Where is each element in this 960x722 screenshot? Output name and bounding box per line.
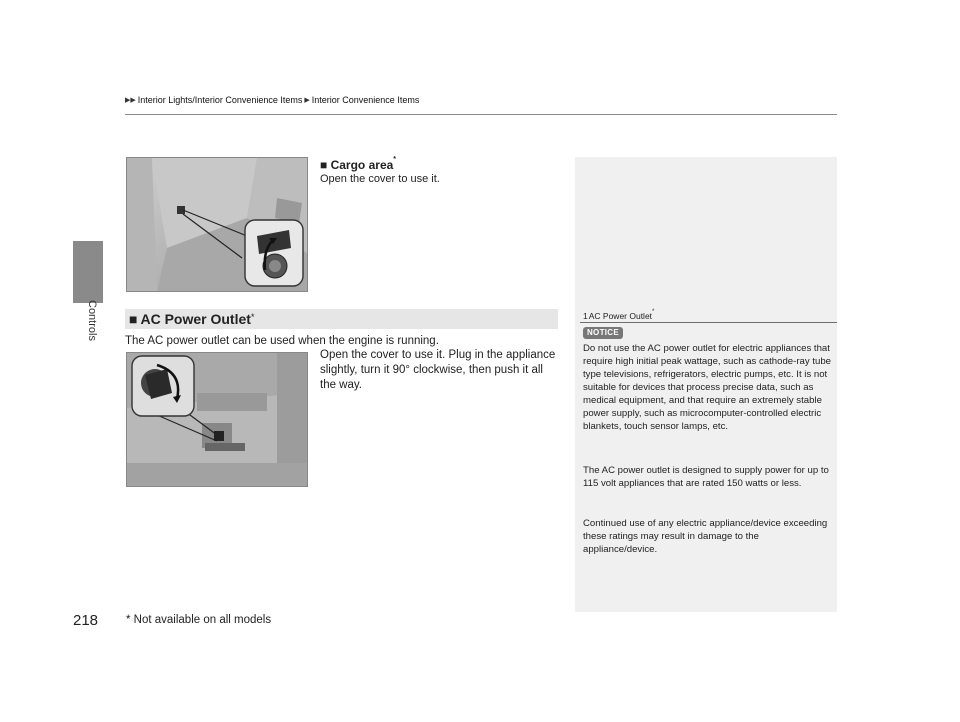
page-number: 218 [73, 612, 99, 629]
sidebar-label: Controls [86, 300, 98, 341]
header-rule [125, 114, 837, 115]
note-paragraph: Continued use of any electric appliance/device exceeding these ratings may result in damage to the appliance/device. [583, 518, 828, 555]
notice-badge: NOTICE [583, 327, 623, 339]
cargo-outlet-photo [126, 157, 308, 292]
sidebar-tab [73, 241, 103, 303]
ac-outlet-photo [126, 352, 308, 487]
breadcrumb-arrow-icon: ▶ [304, 97, 310, 104]
note-heading [583, 311, 654, 321]
footnote-marker: * [652, 309, 655, 315]
footnote-marker: * [393, 156, 397, 163]
note-paragraph: Do not use the AC power outlet for electric appliances that require high initial peak wattage, such as cathode-ray tube type televisions, refrigerators, electric pumps, etc. It is not suitable for devices that process precise data, such as medical equipment, and that require an extremely stable power supply, such as microcomputer-controlled electric blankets, touch sensor lamps, etc. [583, 343, 831, 432]
ac-intro: The AC power outlet can be used when the engine is running. [125, 335, 439, 347]
cargo-heading [320, 158, 396, 172]
breadcrumb-arrow-icon: ▶▶ [125, 97, 136, 104]
note-ref-number: 1 [583, 311, 588, 321]
note-paragraph: The AC power outlet is designed to supply power for up to 115 volt appliances that are rated 150 watts or less. [583, 465, 829, 489]
breadcrumb-item[interactable]: Interior Lights/Interior Convenience Items [137, 95, 303, 105]
footnote: * Not available on all models [126, 614, 272, 626]
square-bullet-icon: ■ [320, 158, 328, 172]
note-heading-rule [580, 322, 837, 323]
footnote-marker: * [250, 312, 255, 322]
note-heading-text: AC Power Outlet [588, 311, 653, 321]
square-bullet-icon: ■ [129, 311, 138, 327]
breadcrumb [125, 95, 419, 105]
ac-body: Open the cover to use it. Plug in the appliance slightly, turn it 90° clockwise, then push it all the way. [320, 349, 556, 391]
section-heading-bar [125, 309, 558, 329]
cargo-heading-text: Cargo area [330, 158, 394, 172]
cargo-body: Open the cover to use it. [320, 173, 440, 185]
section-title: AC Power Outlet [140, 311, 251, 327]
breadcrumb-item[interactable]: Interior Convenience Items [311, 95, 420, 105]
